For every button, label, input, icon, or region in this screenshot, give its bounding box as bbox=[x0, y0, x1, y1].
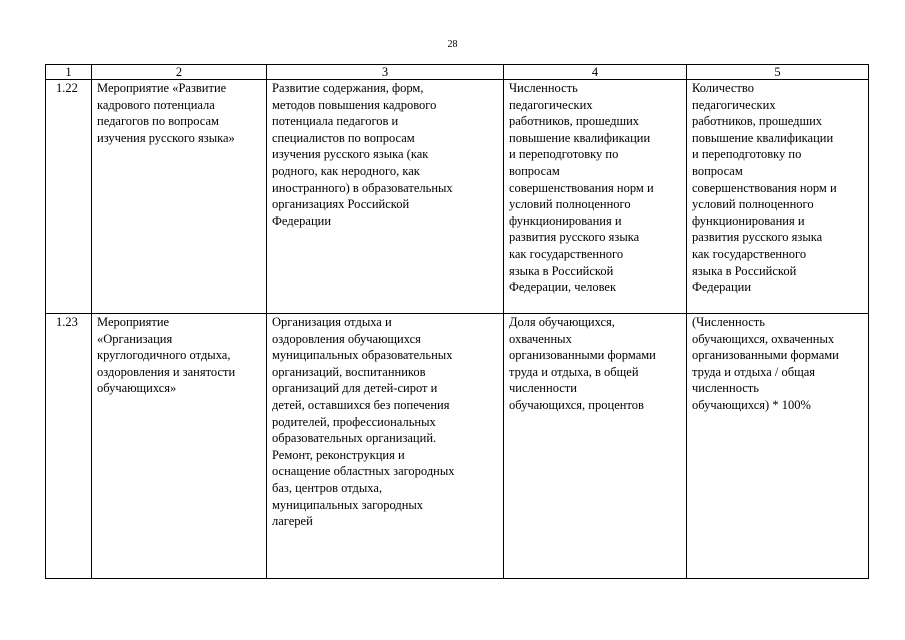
header-col-3: 3 bbox=[267, 65, 504, 80]
calculation-method: (Численность обучающихся, охваченных организованными формами труда и отдыха / общая численность обучающихся) * 100% bbox=[687, 314, 869, 579]
header-col-5: 5 bbox=[687, 65, 869, 80]
header-col-2: 2 bbox=[92, 65, 267, 80]
header-col-4: 4 bbox=[504, 65, 687, 80]
table-row bbox=[46, 314, 869, 579]
calculation-method: Количество педагогических работников, прошедших повышение квалификации и переподготовку по вопросам совершенствования норм и условий полноценного функционирования и развития русского языка как государственного языка в Российской Федерации bbox=[687, 80, 869, 314]
table-row bbox=[46, 80, 869, 314]
indicator-name: Численность педагогических работников, прошедших повышение квалификации и переподготовку по вопросам совершенствования норм и условий полноценного функционирования и развития русского языка как государственного языка в Российской Федерации, человек bbox=[504, 80, 687, 314]
event-name: Мероприятие «Развитие кадрового потенциала педагогов по вопросам изучения русского языка» bbox=[92, 80, 267, 314]
page-number: 28 bbox=[447, 39, 458, 50]
indicator-name: Доля обучающихся, охваченных организованными формами труда и отдыха, в общей численности обучающихся, процентов bbox=[504, 314, 687, 579]
row-number: 1.23 bbox=[46, 314, 92, 579]
event-content: Развитие содержания, форм, методов повышения кадрового потенциала педагогов и специалистов по вопросам изучения русского языка (как родного, как неродного, как иностранного) в образовательных организациях Российской Федерации bbox=[267, 80, 504, 314]
event-name: Мероприятие «Организация круглогодичного отдыха, оздоровления и занятости обучающихся» bbox=[92, 314, 267, 579]
measures-table bbox=[45, 64, 869, 579]
table-header-row bbox=[46, 65, 869, 80]
row-number: 1.22 bbox=[46, 80, 92, 314]
event-content: Организация отдыха и оздоровления обучающихся муниципальных образовательных организаций, воспитанников организаций для детей-сирот и детей, оставшихся без попечения родителей, профессиональных образовательных организаций. Ремонт, реконструкция и оснащение областных загородных баз, центров отдыха, муниципальных загородных лагерей bbox=[267, 314, 504, 579]
header-col-1: 1 bbox=[46, 65, 92, 80]
